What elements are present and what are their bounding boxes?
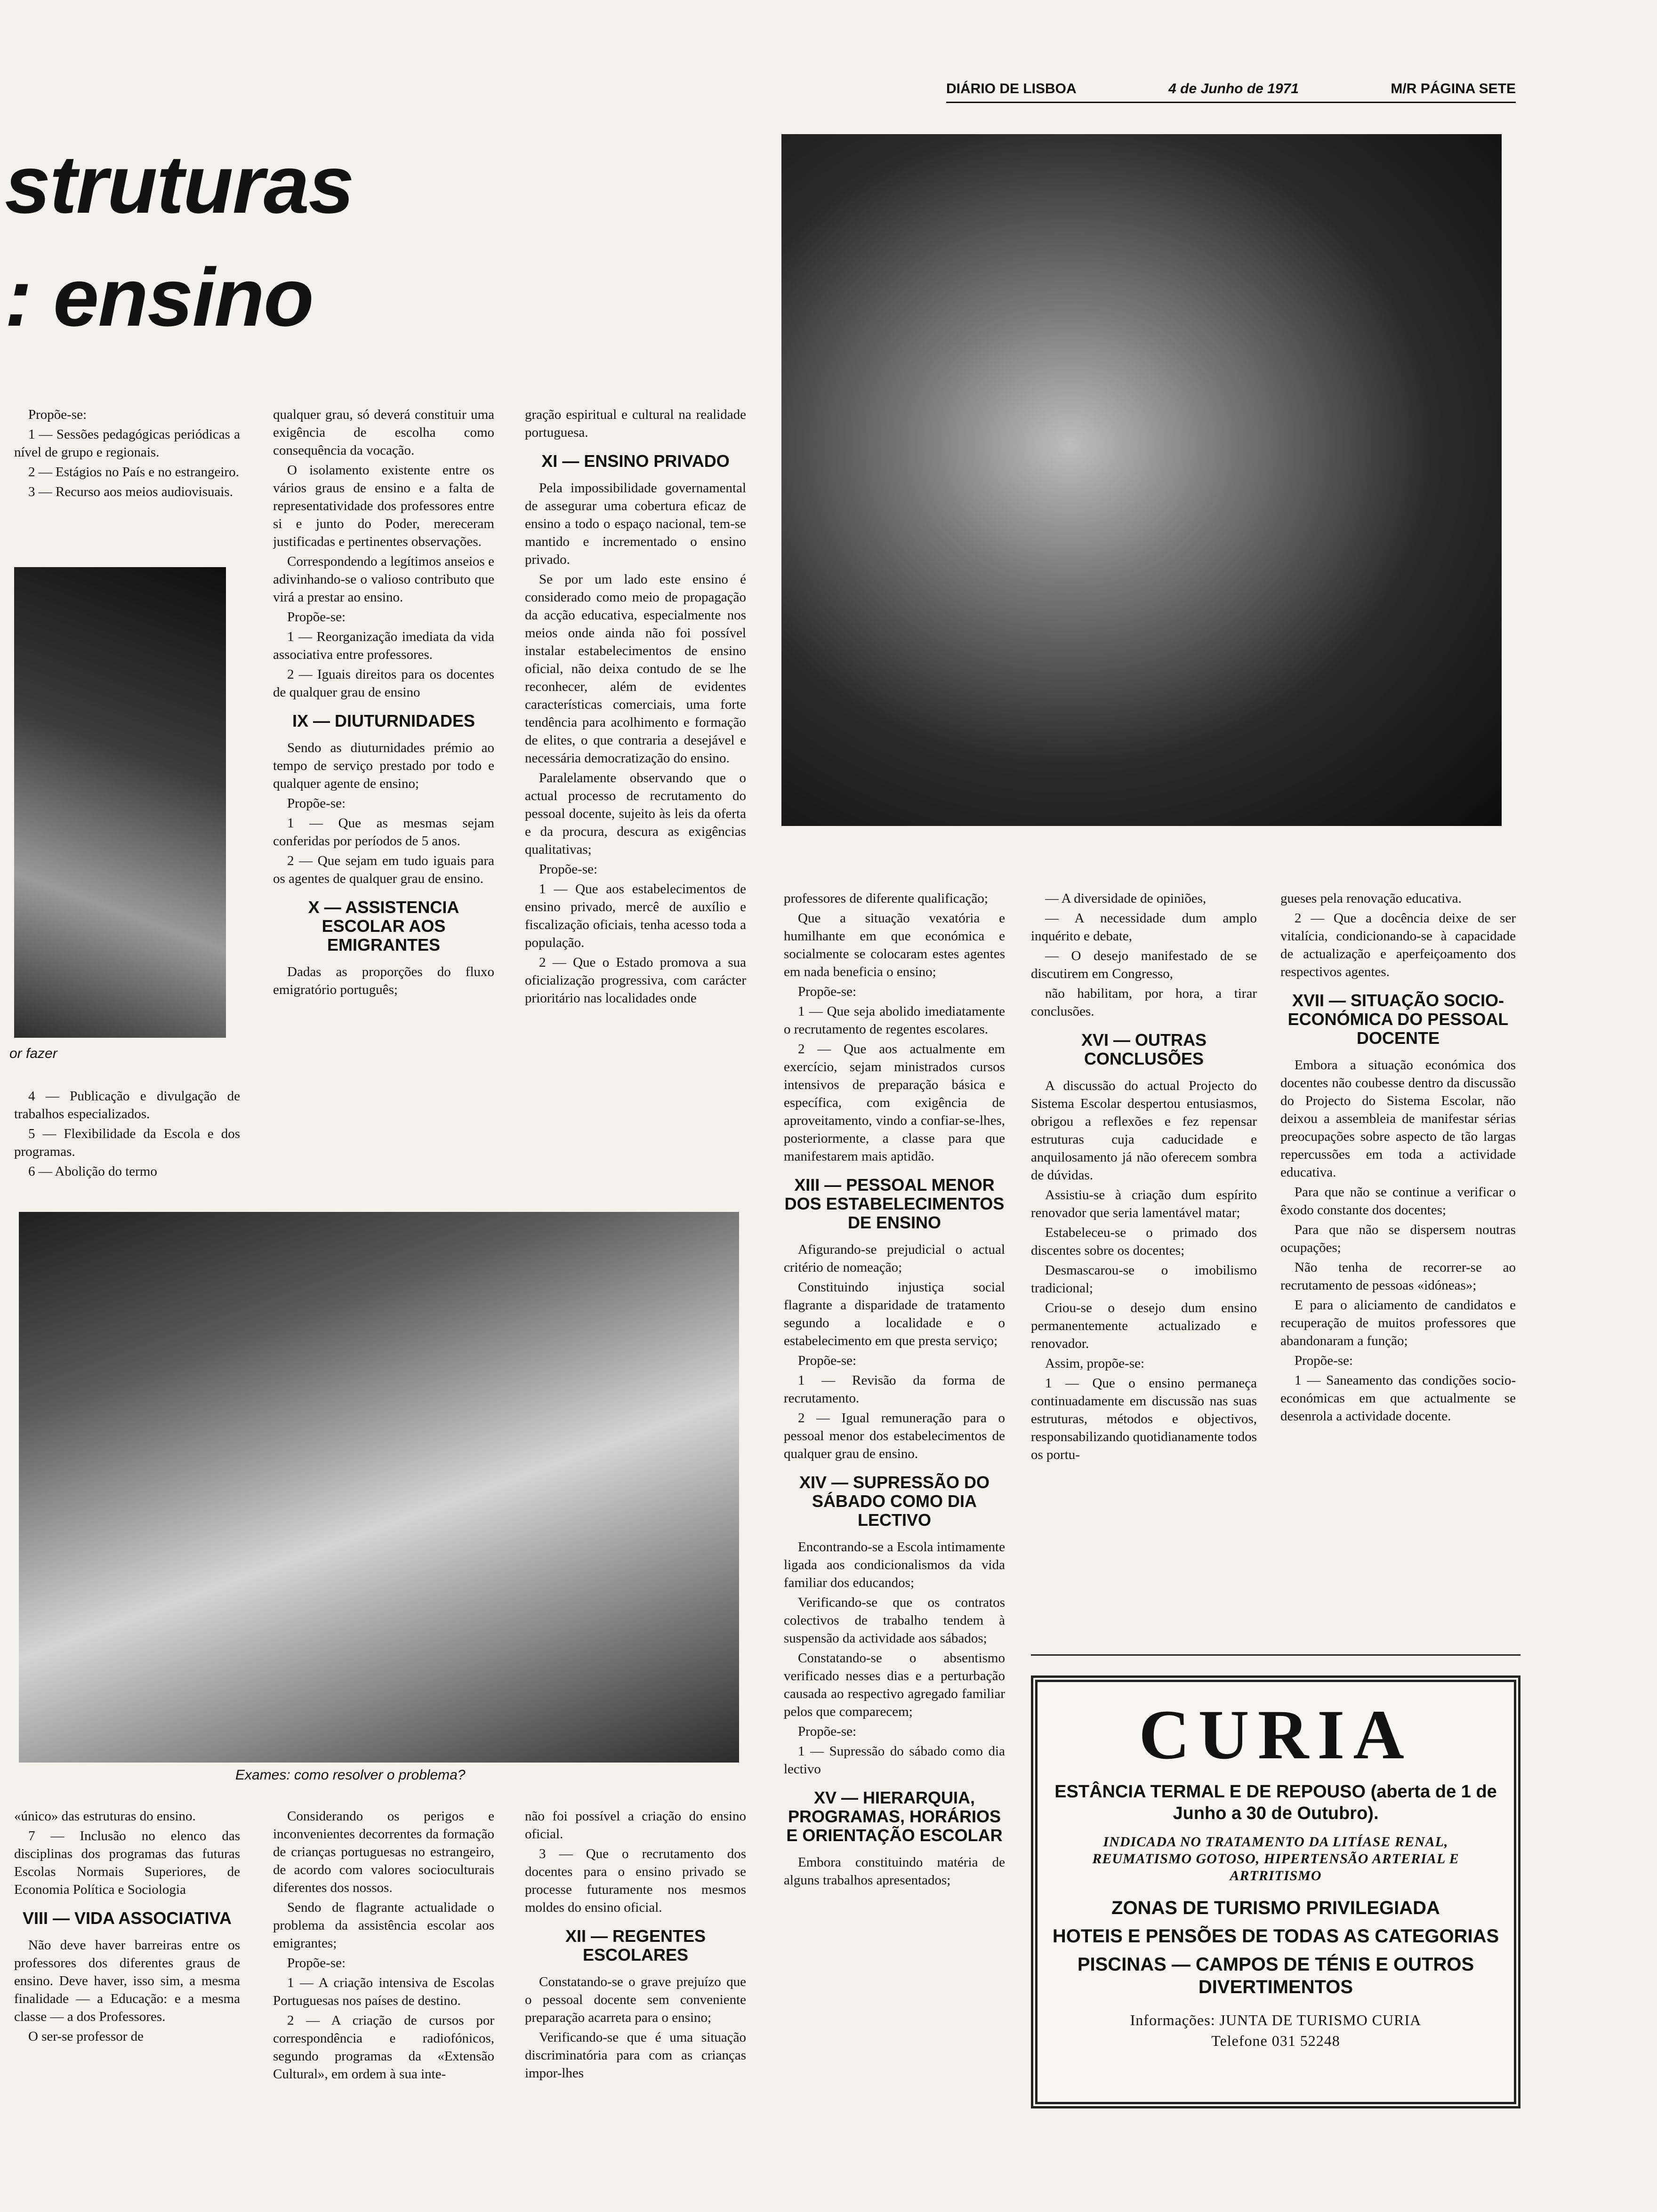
paragraph: Constatando-se o absentismo verificado nesses dias e a perturbação causada ao respectivo agregado familiar pelos que comparecem; bbox=[784, 1651, 1005, 1719]
outdoor-photo bbox=[14, 567, 226, 1038]
paragraph: 2 — Que sejam em tudo iguais para os agentes de qualquer grau de ensino. bbox=[273, 853, 494, 886]
paragraph: Encontrando-se a Escola intimamente ligada aos condicionalismos da vida familiar dos educandos; bbox=[784, 1539, 1005, 1590]
paragraph: Não tenha de recorrer-se ao recrutamento de pessoas «idóneas»; bbox=[1280, 1260, 1516, 1293]
paragraph: E para o aliciamento de candidatos e recuperação de muitos professores que abandonaram a função; bbox=[1280, 1298, 1516, 1348]
paragraph: gração espiritual e cultural na realidade portuguesa. bbox=[525, 407, 746, 440]
section-heading: VIII — VIDA ASSOCIATIVA bbox=[22, 1908, 232, 1928]
paragraph: 1 — A criação intensiva de Escolas Portuguesas nos países de destino. bbox=[273, 1975, 494, 2008]
newspaper-name: DIÁRIO DE LISBOA bbox=[946, 81, 1077, 96]
paragraph: Propõe-se: bbox=[798, 1353, 857, 1368]
ad-brand: CURIA bbox=[1139, 1696, 1413, 1774]
paragraph: 1 — Que aos estabelecimentos de ensino privado, mercê de auxílio e fiscalização oficiais, tenha acesso toda a população. bbox=[525, 882, 746, 950]
paragraph: 2 — Que o Estado promova a sua oficialização progressiva, com carácter prioritário nas localidades onde bbox=[525, 955, 746, 1006]
paragraph: — O desejo manifestado de se discutirem em Congresso, bbox=[1031, 948, 1257, 981]
column-5 bbox=[1031, 890, 1257, 1643]
exam-photo bbox=[19, 1212, 739, 1763]
paragraph: 1 — Que o ensino permaneça continuadamente em discussão nas suas estruturas, métodos e objectivos, responsabilizando quotidianamente todos os portu- bbox=[1031, 1376, 1257, 1462]
paragraph: 1 — Sessões pedagógicas periódicas a nível de grupo e regionais. bbox=[14, 427, 240, 460]
paragraph: Se por um lado este ensino é considerado como meio de propagação da acção educativa, especialmente nos meios onde ainda não foi possível instalar estabelecimentos de ensino oficial, não deixa contudo de se lhe reconhecer, além de evidentes características comerciais, uma forte tendência para acolhimento e formação de elites, o que contraria a desejável e necessária democratização do ensino. bbox=[525, 572, 746, 766]
paragraph: Dadas as proporções do fluxo emigratório português; bbox=[273, 964, 494, 997]
paragraph: Propõe-se: bbox=[287, 609, 346, 625]
paragraph: professores de diferente qualificação; bbox=[784, 891, 988, 906]
paragraph: Para que não se continue a verificar o êxodo constante dos docentes; bbox=[1280, 1185, 1516, 1218]
paragraph: 1 — Que as mesmas sejam conferidas por períodos de 5 anos. bbox=[273, 816, 494, 849]
ad-indications: INDICADA NO TRATAMENTO DA LITÍASE RENAL, REUMATISMO GOTOSO, HIPERTENSÃO ARTERIAL E ARTRITISMO bbox=[1092, 1834, 1459, 1883]
small-photo-caption: or fazer bbox=[9, 1046, 57, 1061]
paragraph: gueses pela renovação educativa. bbox=[1280, 891, 1462, 906]
paragraph: Assim, propõe-se: bbox=[1045, 1356, 1145, 1371]
paragraph: 1 — Que seja abolido imediatamente o recrutamento de regentes escolares. bbox=[784, 1004, 1005, 1037]
paragraph: Propõe-se: bbox=[798, 984, 857, 999]
paragraph: 2 — Igual remuneração para o pessoal menor dos estabelecimentos de qualquer grau de ensino. bbox=[784, 1411, 1005, 1461]
paragraph: O isolamento existente entre os vários graus de ensino e a falta de representatividade dos professores entre si e junto do Poder, mereceram justificadas e pertinentes observações. bbox=[273, 463, 494, 549]
bottom-column-1 bbox=[14, 1807, 240, 2198]
paragraph: 3 — Que o recrutamento dos docentes para o ensino privado se processe futuramente nos mesmos moldes do ensino oficial. bbox=[525, 1846, 746, 1915]
paragraph: Embora a situação económica dos docentes não coubesse dentro da discussão do Projecto do Sistema Escolar, não deixou a assembleia de manifestar sérias preocupações sobre aspecto de tão largas repercussões em toda a actividade educativa. bbox=[1280, 1058, 1516, 1180]
curia-advertisement bbox=[1031, 1675, 1520, 2108]
paragraph: Criou-se o desejo dum ensino permanentemente actualizado e renovador. bbox=[1031, 1300, 1257, 1351]
paragraph: Propõe-se: bbox=[287, 796, 346, 811]
column-4 bbox=[784, 890, 1005, 2203]
paragraph: Propõe-se: bbox=[28, 407, 87, 422]
ad-line-2: HOTEIS E PENSÕES DE TODAS AS CATEGORIAS bbox=[1052, 1925, 1499, 1947]
paragraph: não habilitam, por hora, a tirar conclusões. bbox=[1031, 986, 1257, 1019]
paragraph: Assistiu-se à criação dum espírito renovador que seria lamentável matar; bbox=[1031, 1187, 1257, 1220]
paragraph: 1 — Reorganização imediata da vida associativa entre professores. bbox=[273, 629, 494, 662]
paragraph: Verificando-se que os contratos colectivos de trabalho tendem à suspensão da actividade aos sábados; bbox=[784, 1595, 1005, 1646]
paragraph: Estabeleceu-se o primado dos discentes sobre os docentes; bbox=[1031, 1225, 1257, 1258]
column-1-top bbox=[14, 406, 240, 547]
section-heading: XV — HIERARQUIA, PROGRAMAS, HORÁRIOS E ORIENTAÇÃO ESCOLAR bbox=[786, 1788, 1003, 1845]
paragraph: O ser-se professor de bbox=[28, 2029, 144, 2044]
paragraph: 2 — Que a docência deixe de ser vitalícia, condicionando-se à capacidade de actualização e aperfeiçoamento dos respectivos agentes. bbox=[1280, 911, 1516, 979]
column-6 bbox=[1280, 890, 1516, 1643]
paragraph: 5 — Flexibilidade da Escola e dos programas. bbox=[14, 1126, 240, 1159]
page-number: M/R PÁGINA SETE bbox=[1391, 81, 1516, 96]
ad-info: Informações: JUNTA DE TURISMO CURIA bbox=[1130, 2011, 1422, 2028]
paragraph: A discussão do actual Projecto do Sistema Escolar despertou entusiasmos, obrigou a reflexões e fez repensar estruturas cuja caducidade e anquilosamento já não oferecem sombra de dúvidas. bbox=[1031, 1078, 1257, 1183]
paragraph: 2 — A criação de cursos por correspondência e radiofónicos, segundo programas da «Extensão Cultural», em ordem à sua inte- bbox=[273, 2013, 494, 2082]
paragraph: 2 — Estágios no País e no estrangeiro. bbox=[28, 465, 239, 480]
paragraph: Pela impossibilidade governamental de assegurar uma cobertura eficaz de ensino a todo o espaço nacional, tem-se mantido e incrementado o ensino privado. bbox=[525, 481, 746, 567]
paragraph: «único» das estruturas do ensino. bbox=[14, 1809, 196, 1824]
paragraph: 7 — Inclusão no elenco das disciplinas dos programas das futuras Escolas Normais Superiores, de Economia Política e Sociologia bbox=[14, 1828, 240, 1897]
paragraph: Para que não se dispersem noutras ocupações; bbox=[1280, 1222, 1516, 1255]
section-heading: IX — DIUTURNIDADES bbox=[292, 711, 475, 730]
headline-line-1: struturas bbox=[5, 139, 354, 231]
ad-phone: Telefone 031 52248 bbox=[1211, 2032, 1340, 2049]
paragraph: Paralelamente observando que o actual processo de recrutamento do pessoal docente, sujeito às leis da oferta e da procura, descura as exigências qualitativas; bbox=[525, 770, 746, 857]
masthead bbox=[946, 81, 1516, 103]
section-heading: XI — ENSINO PRIVADO bbox=[541, 451, 730, 471]
paragraph: Propõe-se: bbox=[1295, 1353, 1353, 1368]
paragraph: 4 — Publicação e divulgação de trabalhos especializados. bbox=[14, 1089, 240, 1122]
section-heading: XVI — OUTRAS CONCLUSÕES bbox=[1081, 1030, 1207, 1068]
paragraph: Desmascarou-se o imobilismo tradicional; bbox=[1031, 1263, 1257, 1296]
paragraph: — A diversidade de opiniões, bbox=[1045, 891, 1207, 906]
column-3-top bbox=[525, 406, 746, 1196]
paragraph: 1 — Supressão do sábado como dia lectivo bbox=[784, 1744, 1005, 1777]
section-heading: X — ASSISTENCIA ESCOLAR AOS EMIGRANTES bbox=[308, 898, 459, 954]
ad-line-1: ZONAS DE TURISMO PRIVILEGIADA bbox=[1111, 1897, 1440, 1918]
paragraph: 2 — Iguais direitos para os docentes de qualquer grau de ensino bbox=[273, 667, 494, 700]
paragraph: 1 — Revisão da forma de recrutamento. bbox=[784, 1373, 1005, 1406]
paragraph: Que a situação vexatória e humilhante em que económica e socialmente se colocaram estes agentes em nada beneficia o ensino; bbox=[784, 911, 1005, 979]
paragraph: Embora constituindo matéria de alguns trabalhos apresentados; bbox=[784, 1855, 1005, 1888]
paragraph: Constituindo injustiça social flagrante a disparidade de tratamento segundo a localidade e o estabelecimento em que presta serviço; bbox=[784, 1280, 1005, 1348]
paragraph: 2 — Que aos actualmente em exercício, sejam ministrados cursos intensivos de preparação básica e específica, com exigência de aproveitamento, vindo a confiar-se-lhes, posteriormente, a classe para que manifestarem mais aptidão. bbox=[784, 1042, 1005, 1164]
ad-line-3: PISCINAS — CAMPOS DE TÉNIS E OUTROS DIVERTIMENTOS bbox=[1077, 1954, 1474, 1997]
paragraph: Considerando os perigos e inconvenientes decorrentes da formação de crianças portuguesas no estrangeiro, de acordo com valores socioculturais diferentes dos nossos. bbox=[273, 1809, 494, 1895]
paragraph: Sendo as diuturnidades prémio ao tempo de serviço prestado por todo e qualquer agente de ensino; bbox=[273, 740, 494, 791]
section-heading: XIV — SUPRESSÃO DO SÁBADO COMO DIA LECTIVO bbox=[799, 1473, 990, 1530]
bottom-column-2 bbox=[273, 1807, 494, 2198]
paragraph: 3 — Recurso aos meios audiovisuais. bbox=[28, 484, 233, 499]
paragraph: 6 — Abolição do termo bbox=[28, 1164, 157, 1179]
section-heading: XVII — SITUAÇÃO SOCIO-ECONÓMICA DO PESSOAL DOCENTE bbox=[1287, 991, 1509, 1048]
exam-photo-caption: Exames: como resolver o problema? bbox=[235, 1767, 466, 1783]
issue-date: 4 de Junho de 1971 bbox=[1168, 81, 1299, 96]
paragraph: Afigurando-se prejudicial o actual critério de nomeação; bbox=[784, 1242, 1005, 1275]
column-2-top bbox=[273, 406, 494, 1196]
ad-subtitle: ESTÂNCIA TERMAL E DE REPOUSO (aberta de 1 de Junho a 30 de Outubro). bbox=[1054, 1781, 1497, 1823]
section-heading: XIII — PESSOAL MENOR DOS ESTABELECIMENTOS DE ENSINO bbox=[784, 1175, 1005, 1232]
divider bbox=[1031, 1654, 1520, 1656]
headline-line-2: : ensino bbox=[5, 252, 313, 344]
paragraph: Propõe-se: bbox=[539, 862, 598, 877]
paragraph: Verificando-se que é uma situação discriminatória para com as crianças impor-lhes bbox=[525, 2030, 746, 2081]
paragraph: — A necessidade dum amplo inquérito e debate, bbox=[1031, 911, 1257, 944]
bottom-column-3 bbox=[525, 1807, 746, 2198]
paragraph: não foi possível a criação do ensino oficial. bbox=[525, 1809, 746, 1842]
paragraph: Propõe-se: bbox=[287, 1956, 346, 1971]
paragraph: Constatando-se o grave prejuízo que o pessoal docente sem conveniente preparação acarreta para o ensino; bbox=[525, 1974, 746, 2025]
paragraph: Não deve haver barreiras entre os professores dos diferentes graus de ensino. Deve haver, isso sim, a mesma finalidade — a Educação: e a mesma classe — a dos Professores. bbox=[14, 1938, 240, 2024]
paragraph: Propõe-se: bbox=[798, 1724, 857, 1739]
section-heading: XII — REGENTES ESCOLARES bbox=[565, 1926, 706, 1964]
children-photo bbox=[781, 134, 1502, 826]
column-1-middle bbox=[14, 1087, 240, 1200]
paragraph: 1 — Saneamento das condições socio-económicas em que actualmente se desenrola a actividade docente. bbox=[1280, 1373, 1516, 1424]
paragraph: Sendo de flagrante actualidade o problema da assistência escolar aos emigrantes; bbox=[273, 1900, 494, 1951]
paragraph: qualquer grau, só deverá constituir uma exigência de escolha como consequência da vocação. bbox=[273, 407, 494, 458]
paragraph: Correspondendo a legítimos anseios e adivinhando-se o valioso contributo que virá a prestar ao ensino. bbox=[273, 554, 494, 605]
